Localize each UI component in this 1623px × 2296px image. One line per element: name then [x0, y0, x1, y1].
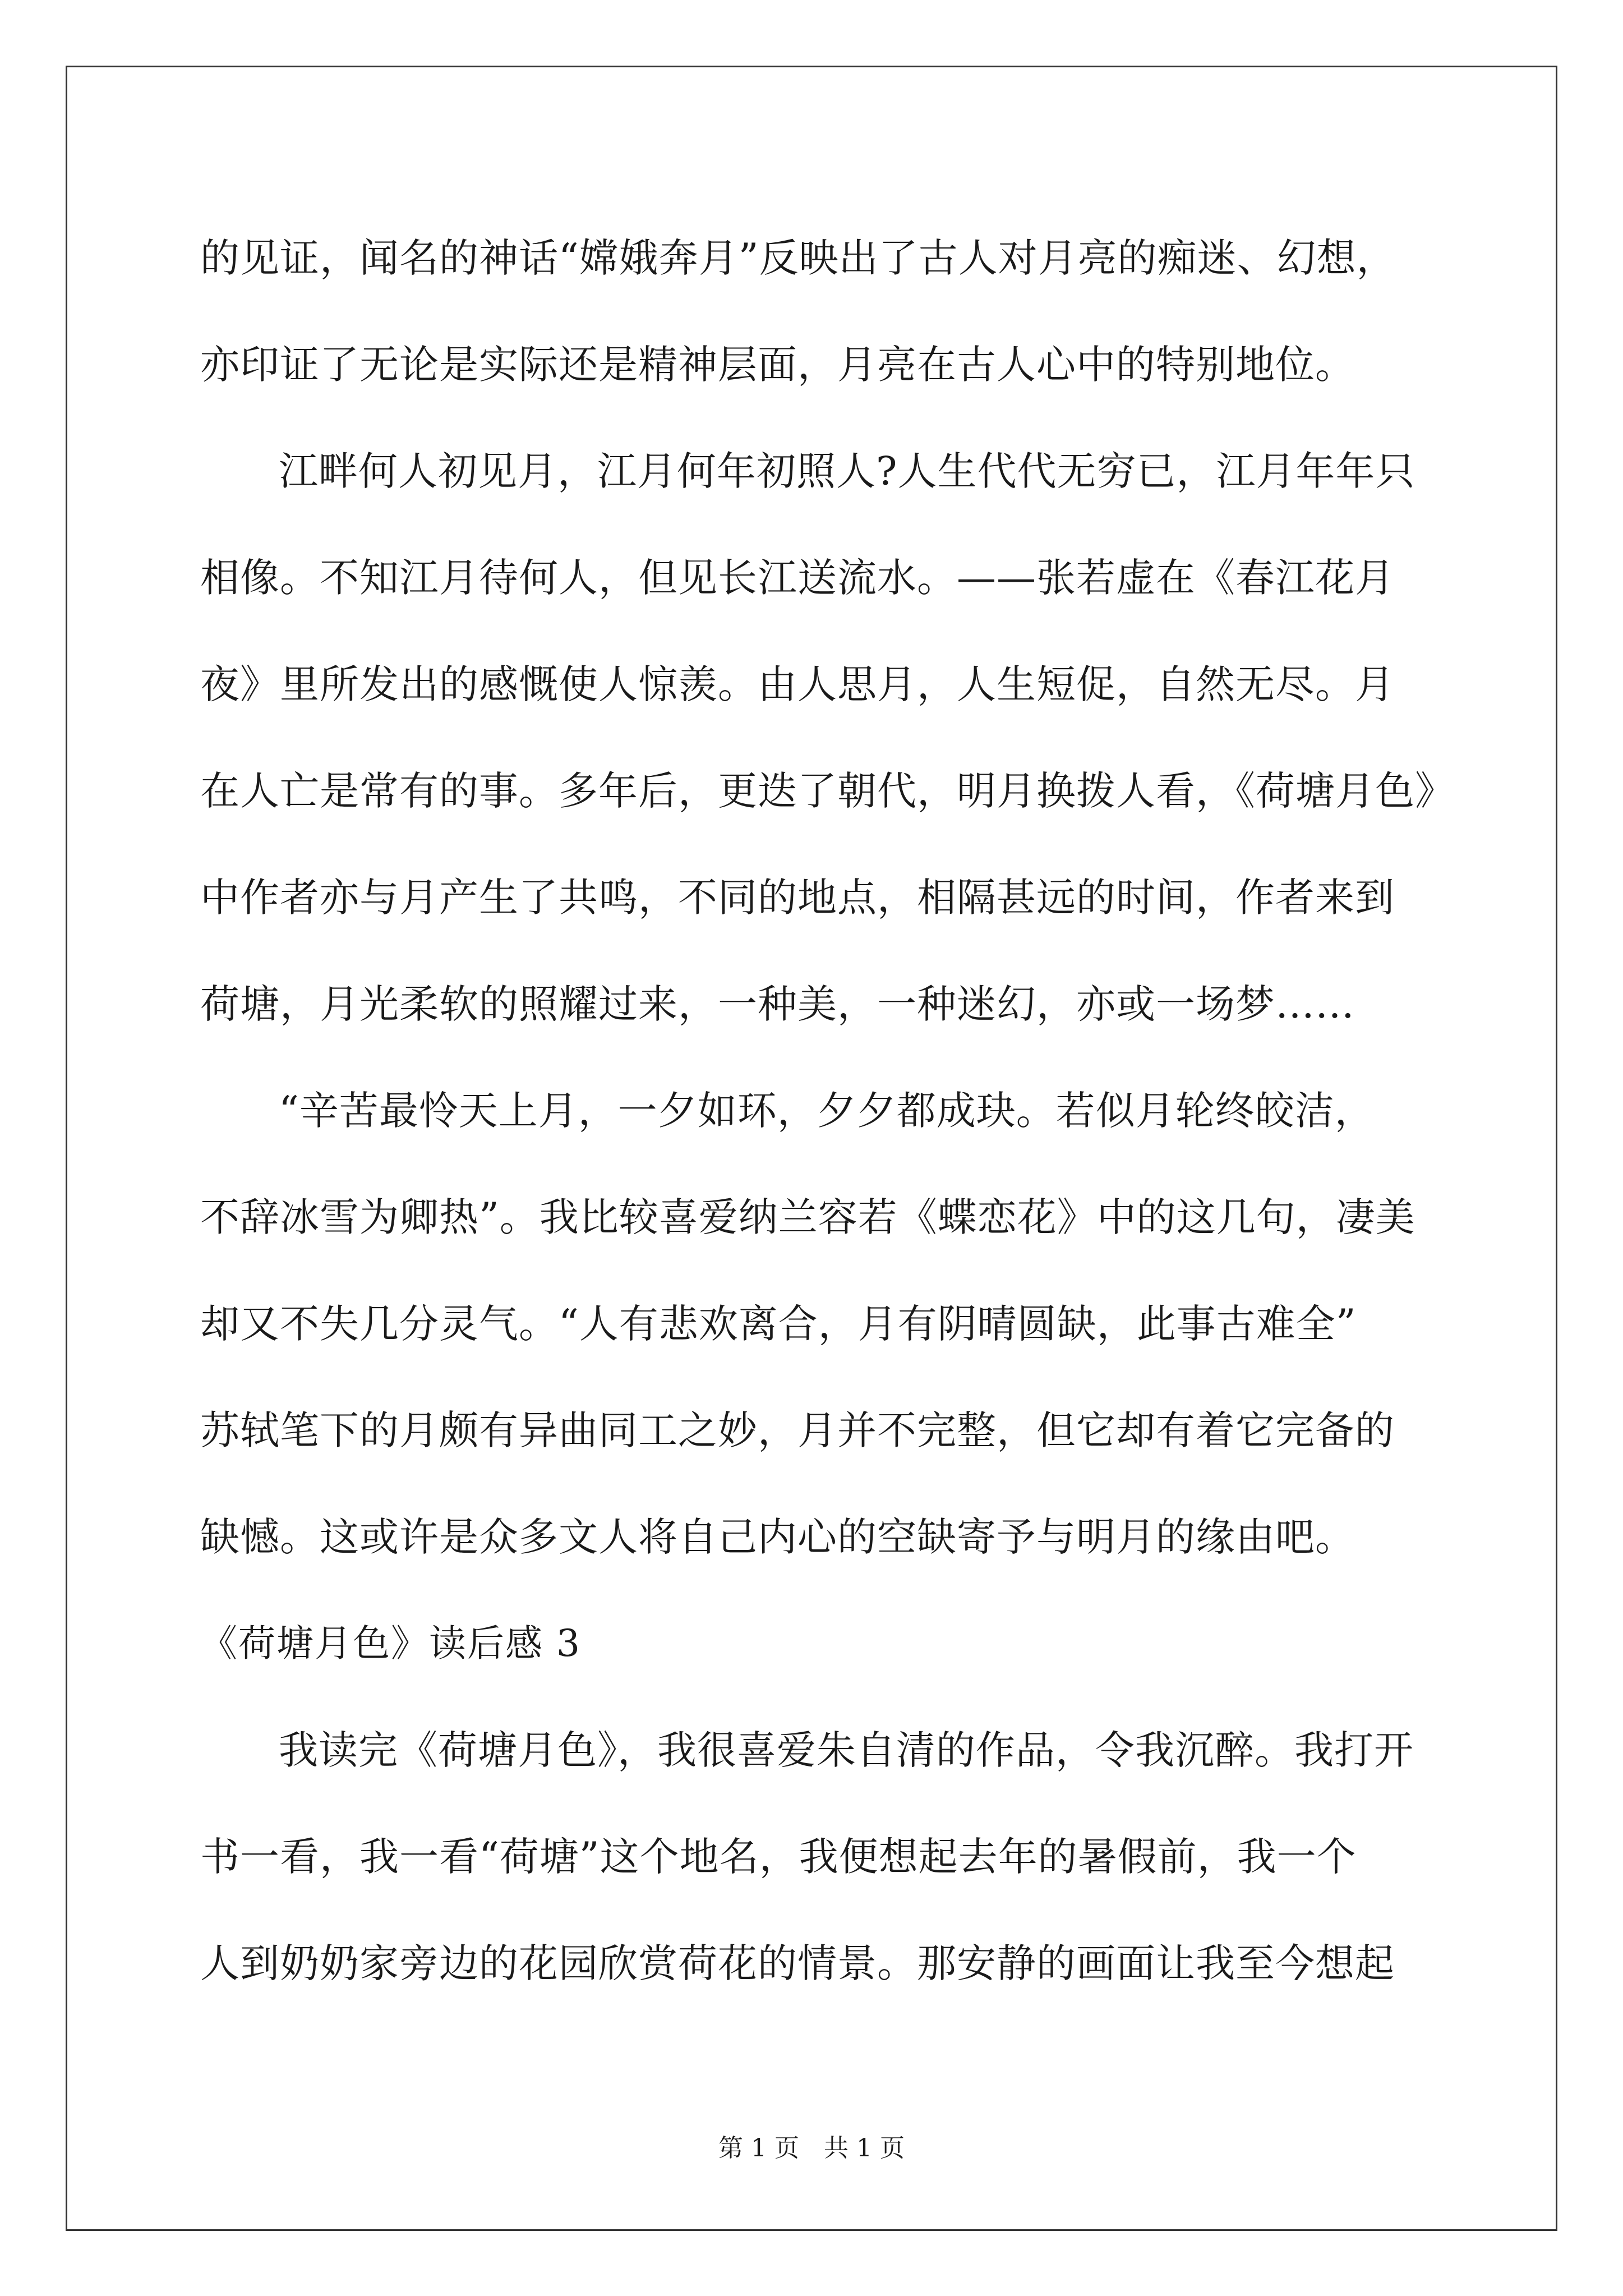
text-line: 荷塘，月光柔软的照耀过来，一种美，一种迷幻，亦或一场梦…… — [200, 981, 1355, 1027]
text-line: 相像。不知江月待何人，但见长江送流水。——张若虚在《春江花月 — [200, 555, 1395, 601]
section-heading: 《荷塘月色》读后感 3 — [200, 1622, 581, 1665]
text-line: 中作者亦与月产生了共鸣，不同的地点，相隔甚远的时间，作者来到 — [200, 875, 1395, 921]
text-line: 亦印证了无论是实际还是精神层面，月亮在古人心中的特别地位。 — [200, 342, 1355, 388]
text-line: 江畔何人初见月，江月何年初照人?人生代代无穷已，江月年年只 — [279, 448, 1415, 494]
text-line: 苏轼笔下的月颇有异曲同工之妙，月并不完整，但它却有着它完备的 — [200, 1407, 1395, 1453]
document-body — [200, 205, 1455, 2017]
text-line: 却又不失几分灵气。“人有悲欢离合，月有阴晴圆缺，此事古难全” — [200, 1301, 1357, 1347]
text-line: 人到奶奶家旁边的花园欣赏荷花的情景。那安静的画面让我至今想起 — [200, 1940, 1395, 1986]
page-total: 共 1 页 — [824, 2134, 905, 2162]
text-line: 在人亡是常有的事。多年后，更迭了朝代，明月换拨人看，《荷塘月色》 — [200, 768, 1455, 814]
text-line: 书一看，我一看“荷塘”这个地名，我便想起去年的暑假前，我一个 — [200, 1834, 1357, 1880]
text-line: “辛苦最怜天上月，一夕如环，夕夕都成玦。若似月轮终皎洁， — [279, 1088, 1375, 1134]
text-line: 夜》里所发出的感慨使人惊羡。由人思月，人生短促，自然无尽。月 — [200, 661, 1395, 707]
text-line: 的见证，闻名的神话“嫦娥奔月”反映出了古人对月亮的痴迷、幻想， — [200, 235, 1396, 281]
text-line: 缺憾。这或许是众多文人将自己内心的空缺寄予与明月的缘由吧。 — [200, 1514, 1355, 1560]
page-number: 第 1 页 — [718, 2134, 799, 2162]
page-footer — [0, 2132, 1623, 2165]
text-line: 我读完《荷塘月色》，我很喜爱朱自清的作品，令我沉醉。我打开 — [279, 1727, 1414, 1773]
text-line: 不辞冰雪为卿热”。我比较喜爱纳兰容若《蝶恋花》中的这几句，凄美 — [200, 1194, 1415, 1240]
